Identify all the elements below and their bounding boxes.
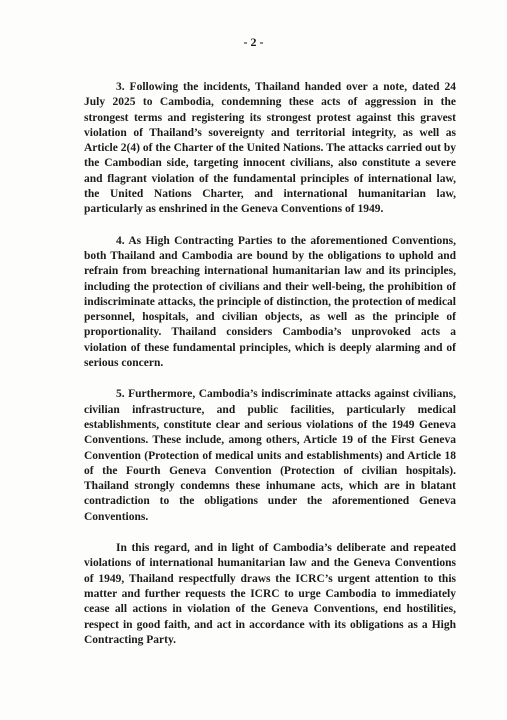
paragraph-4: 4. As High Contracting Parties to the aforementioned Conventions, both Thailand and Cambodia are bound by the obligations to uphold and refrain from breaching international humanitarian law and its principles, including the protection of civilians and their well-being, the prohibition of indiscriminate attacks, the principle of distinction, the protection of medical personnel, hospitals, and civilian objects, as well as the principle of proportionality. Thailand considers Cambodia’s unprovoked acts a violation of these fundamental principles, which is deeply alarming and of serious concern. — [84, 234, 456, 370]
paragraph-request: In this regard, and in light of Cambodia’s deliberate and repeated violations of international humanitarian law and the Geneva Conventions of 1949, Thailand respectfully draws the ICRC’s urgent attention to this matter and further requests the ICRC to urge Cambodia to immediately cease all actions in violation of the Geneva Conventions, end hostilities, respect in good faith, and act in accordance with its obligations as a High Contracting Party. — [84, 542, 456, 646]
paragraph-3: 3. Following the incidents, Thailand handed over a note, dated 24 July 2025 to Cambodia, condemning these acts of aggression in the strongest terms and registering its strongest protest against this gravest violation of Thailand’s sovereignty and territorial integrity, as well as Article 2(4) of the Charter of the United Nations. The attacks carried out by the Cambodian side, targeting innocent civilians, also constitute a severe and flagrant violation of the fundamental principles of international law, the United Nations Charter, and international humanitarian law, particularly as enshrined in the Geneva Conventions of 1949. — [84, 81, 456, 216]
document-body — [84, 80, 456, 648]
paragraph-5: 5. Furthermore, Cambodia’s indiscriminate attacks against civilians, civilian infrastructure, and public facilities, particularly medical establishments, constitute clear and serious violations of the 1949 Geneva Conventions. These include, among others, Article 19 of the First Geneva Convention (Protection of medical units and establishments) and Article 18 of the Fourth Geneva Convention (Protection of civilian hospitals). Thailand strongly condemns these inhumane acts, which are in blatant contradiction to the obligations under the aforementioned Geneva Conventions. — [84, 388, 456, 523]
page-number: - 2 - — [243, 35, 264, 49]
